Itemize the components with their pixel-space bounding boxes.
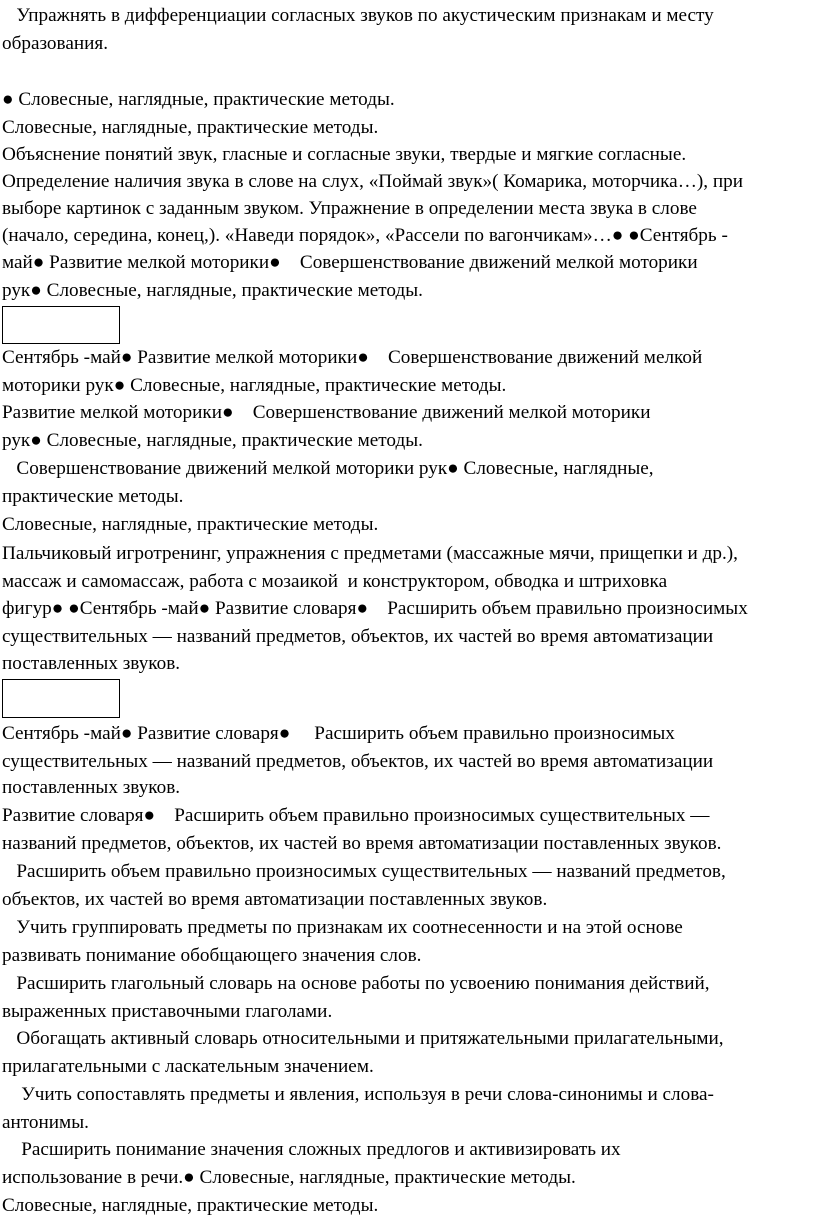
text-line: Словесные, наглядные, практические методы.: [2, 1195, 379, 1216]
text-line: рук● Словесные, наглядные, практические методы.: [2, 280, 423, 301]
text-line: Учить группировать предметы по признакам их соотнесенности и на этой основе: [2, 917, 683, 938]
text-line: поставленных звуков.: [2, 653, 181, 674]
text-line: развивать понимание обобщающего значения слов.: [2, 945, 422, 966]
text-line: Словесные, наглядные, практические методы.: [2, 514, 379, 535]
text-line: практические методы.: [2, 486, 184, 507]
text-line: названий предметов, объектов, их частей во время автоматизации поставленных звуков.: [2, 833, 722, 854]
text-line: Развитие словаря● Расширить объем правильно произносимых существительных —: [2, 805, 710, 826]
text-line: Обогащать активный словарь относительными и притяжательными прилагательными,: [2, 1028, 724, 1049]
text-line: Сентябрь -май● Развитие мелкой моторики● Совершенствование движений мелкой: [2, 347, 703, 368]
text-line: фигур● ●Сентябрь -май● Развитие словаря● Расширить объем правильно произносимых: [2, 598, 748, 619]
text-line: объектов, их частей во время автоматизации поставленных звуков.: [2, 889, 548, 910]
text-line: Сентябрь -май● Развитие словаря● Расширить объем правильно произносимых: [2, 723, 675, 744]
text-line: ● Словесные, наглядные, практические методы.: [2, 89, 395, 110]
text-line: Определение наличия звука в слове на слух, «Поймай звук»( Комарика, моторчика…), при: [2, 171, 743, 192]
text-line: существительных — названий предметов, объектов, их частей во время автоматизации: [2, 626, 714, 647]
empty-frame: [2, 306, 120, 344]
empty-frame: [2, 679, 120, 718]
text-line: антонимы.: [2, 1112, 89, 1133]
text-line: Совершенствование движений мелкой моторики рук● Словесные, наглядные,: [2, 458, 654, 479]
text-line: Расширить объем правильно произносимых существительных — названий предметов,: [2, 861, 726, 882]
text-line: (начало, середина, конец,). «Наведи порядок», «Рассели по вагончикам»…● ●Сентябрь -: [2, 225, 728, 246]
text-line: рук● Словесные, наглядные, практические методы.: [2, 430, 423, 451]
text-line: май● Развитие мелкой моторики● Совершенствование движений мелкой моторики: [2, 252, 698, 273]
text-line: образования.: [2, 33, 109, 54]
text-line: Пальчиковый игротренинг, упражнения с предметами (массажные мячи, прищепки и др.),: [2, 543, 738, 564]
text-line: прилагательными с ласкательным значением.: [2, 1056, 374, 1077]
text-line: массаж и самомассаж, работа с мозаикой и конструктором, обводка и штриховка: [2, 571, 668, 592]
text-line: Учить сопоставлять предметы и явления, используя в речи слова-синонимы и слова-: [2, 1084, 714, 1105]
text-line: Расширить глагольный словарь на основе работы по усвоению понимания действий,: [2, 973, 710, 994]
text-line: моторики рук● Словесные, наглядные, практические методы.: [2, 375, 507, 396]
text-line: Развитие мелкой моторики● Совершенствование движений мелкой моторики: [2, 402, 651, 423]
text-line: Расширить понимание значения сложных предлогов и активизировать их: [2, 1139, 621, 1160]
text-line: выборе картинок с заданным звуком. Упражнение в определении места звука в слове: [2, 198, 697, 219]
text-line: существительных — названий предметов, объектов, их частей во время автоматизации: [2, 751, 714, 772]
text-line: выраженных приставочными глаголами.: [2, 1001, 333, 1022]
text-line: Упражнять в дифференциации согласных звуков по акустическим признакам и месту: [2, 5, 714, 26]
text-line: поставленных звуков.: [2, 777, 181, 798]
text-line: использование в речи.● Словесные, наглядные, практические методы.: [2, 1167, 576, 1188]
text-line: Словесные, наглядные, практические методы.: [2, 117, 379, 138]
text-line: Объяснение понятий звук, гласные и согласные звуки, твердые и мягкие согласные.: [2, 144, 687, 165]
